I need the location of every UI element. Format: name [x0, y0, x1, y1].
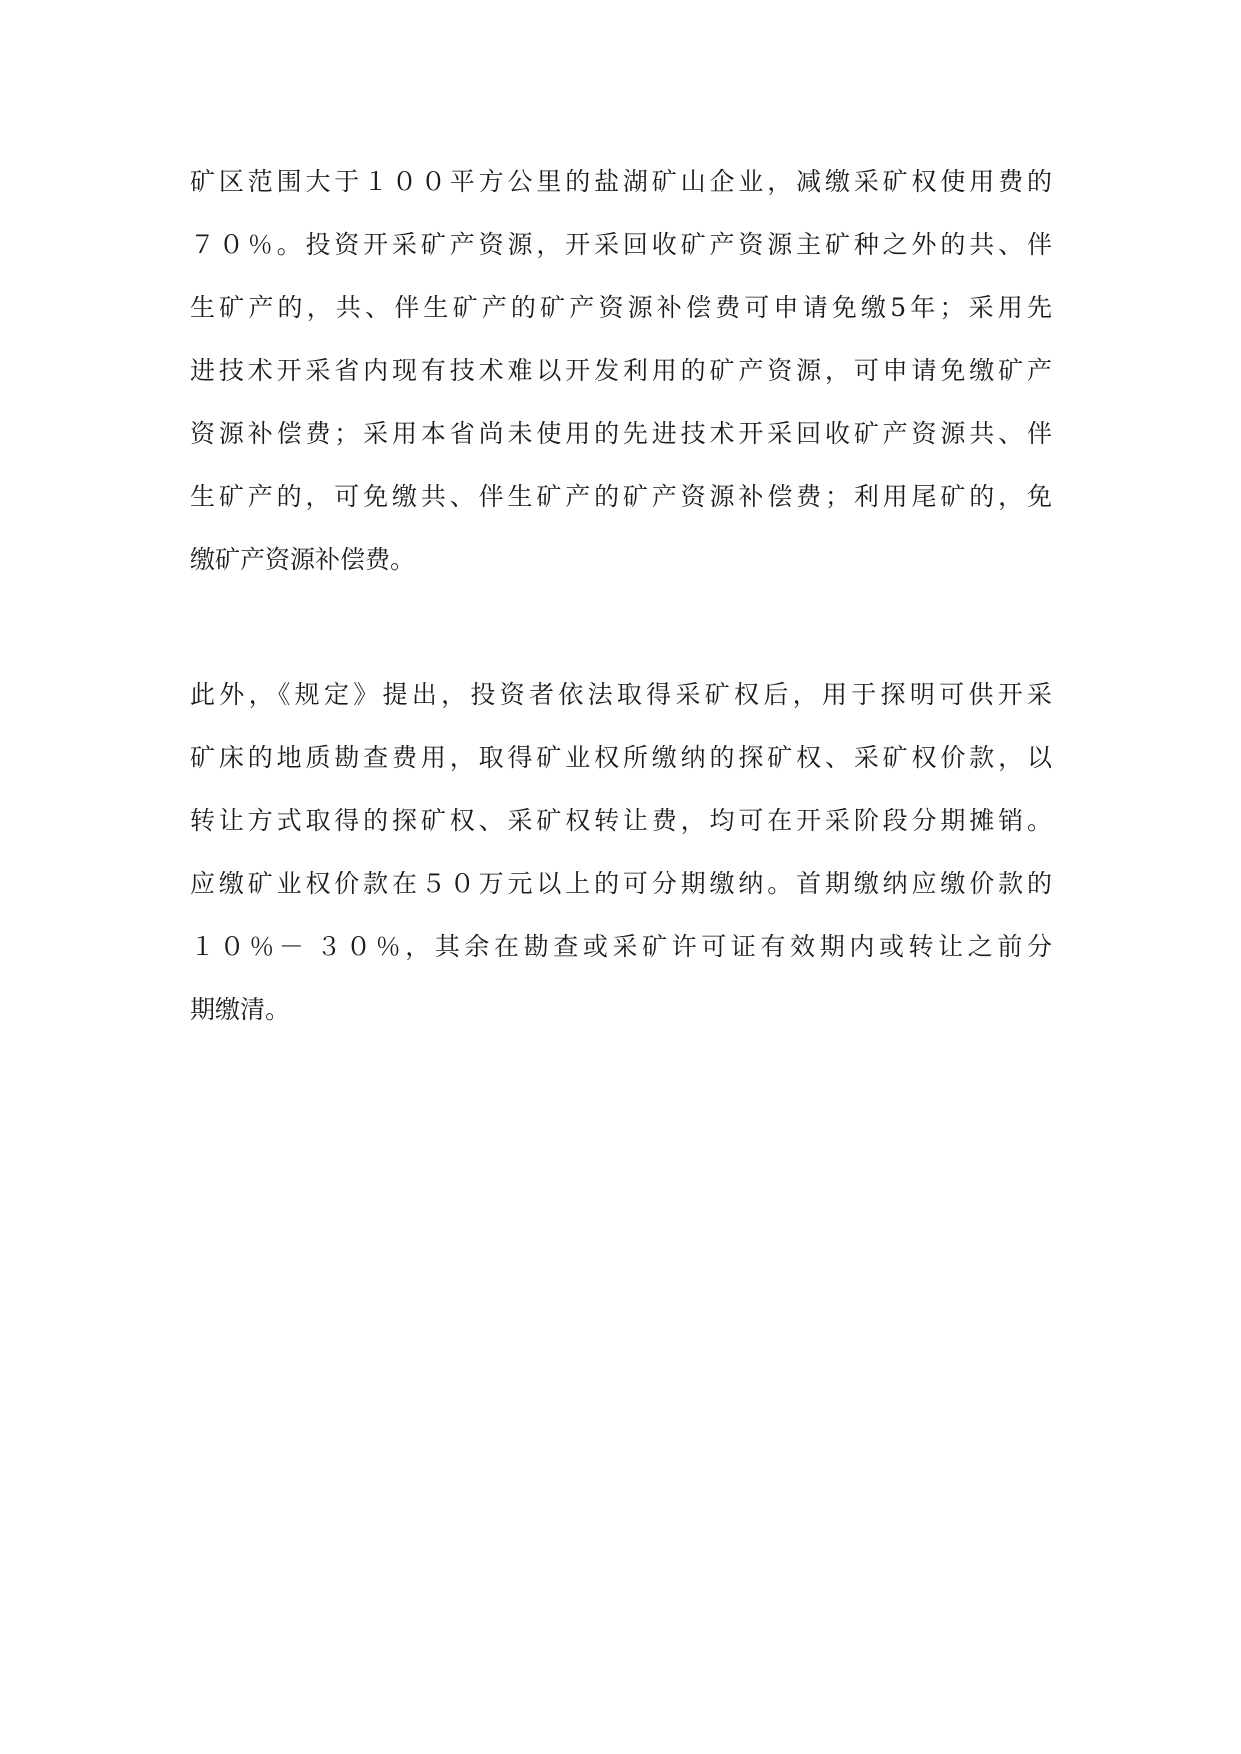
paragraph-2-line-3: 转让方式取得的探矿权、采矿权转让费，均可在开采阶段分期摊销。 — [190, 806, 1052, 835]
paragraph-1-line-1: 矿区范围大于１００平方公里的盐湖矿山企业，减缴采矿权使用费的 — [190, 167, 1052, 196]
paragraph-2-line-5: １０％－ ３０％，其余在勘查或采矿许可证有效期内或转让之前分 — [190, 932, 1052, 961]
paragraph-2-line-1: 此外，《规定》提出，投资者依法取得采矿权后，用于探明可供开采 — [190, 680, 1052, 709]
paragraph-1-line-4: 进技术开采省内现有技术难以开发利用的矿产资源，可申请免缴矿产 — [190, 356, 1052, 385]
paragraph-2-line-4: 应缴矿业权价款在５０万元以上的可分期缴纳。首期缴纳应缴价款的 — [190, 869, 1052, 898]
paragraph-1-line-6: 生矿产的，可免缴共、伴生矿产的矿产资源补偿费；利用尾矿的，免 — [190, 482, 1052, 511]
paragraph-1-line-5: 资源补偿费；采用本省尚未使用的先进技术开采回收矿产资源共、伴 — [190, 419, 1052, 448]
paragraph-1-line-2: ７０％。投资开采矿产资源，开采回收矿产资源主矿种之外的共、伴 — [190, 230, 1052, 259]
paragraph-1-line-3: 生矿产的，共、伴生矿产的矿产资源补偿费可申请免缴5年；采用先 — [190, 293, 1052, 322]
paragraph-2-line-2: 矿床的地质勘查费用，取得矿业权所缴纳的探矿权、采矿权价款，以 — [190, 743, 1052, 772]
paragraph-1-line-7: 缴矿产资源补偿费。 — [190, 545, 416, 574]
paragraph-2-line-6: 期缴清。 — [190, 995, 291, 1024]
